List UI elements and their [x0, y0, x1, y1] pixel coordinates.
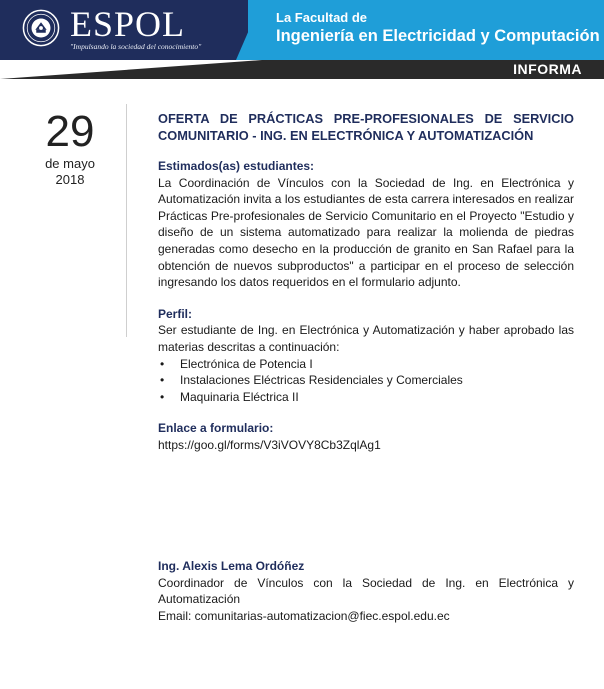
- greeting-section: [158, 158, 574, 291]
- logo-block: [0, 0, 248, 60]
- form-link-heading: Enlace a formulario:: [158, 421, 274, 436]
- profile-section: [158, 306, 574, 406]
- date-year: 2018: [55, 172, 85, 187]
- date-day: 29: [45, 107, 95, 156]
- signer-name: Ing. Alexis Lema Ordóñez: [158, 559, 305, 573]
- list-item: • Maquinaria Eléctrica II: [158, 389, 574, 406]
- list-item: • Electrónica de Potencia I: [158, 356, 574, 373]
- signer-email[interactable]: Email: comunitarias-automatizacion@fiec.espol.edu.ec: [158, 608, 450, 623]
- vertical-divider: [126, 104, 127, 337]
- profile-intro: Ser estudiante de Ing. en Electrónica y Automatización y haber aprobado las materias descritas a continuación:: [158, 323, 574, 354]
- greeting-heading: Estimados(as) estudiantes:: [158, 159, 315, 173]
- list-item: • Instalaciones Eléctricas Residenciales y Comerciales: [158, 372, 574, 389]
- informa-slant: [0, 60, 262, 79]
- signer-role: Coordinador de Vínculos con la Sociedad de Ing. en Electrónica y Automatización: [158, 575, 574, 607]
- form-link-section: [158, 420, 574, 453]
- section-tag: INFORMA: [513, 61, 582, 77]
- announcement-title: OFERTA DE PRÁCTICAS PRE-PROFESIONALES DE SERVICIO COMUNITARIO - ING. EN ELECTRÓNICA Y AUTOMATIZACIÓN: [158, 111, 574, 143]
- faculty-line2: Ingeniería en Electricidad y Computación: [276, 27, 600, 45]
- date-month: de mayo: [45, 156, 95, 171]
- brand-motto: "Impulsando la sociedad del conocimiento": [70, 42, 202, 51]
- profile-heading: Perfil:: [158, 306, 193, 321]
- faculty-line1: La Facultad de: [276, 10, 368, 25]
- greeting-body: La Coordinación de Vínculos con la Sociedad de Ing. en Electrónica y Automatización invita a los estudiantes de esta carrera interesados en realizar Prácticas Pre-profesionales de Servicio Comunitario en el Proyecto "Estudio y diseño de un sistema automatizado para realizar la molienda de piedras generadas como desecho en la producción de granito en San Rafael para la obtención de nuevos subproductos" a participar en el proceso de selección ingresando los datos requeridos en el formulario adjunto.: [158, 175, 574, 290]
- brand-name: ESPOL: [70, 4, 186, 44]
- subject-list: [158, 356, 574, 406]
- header: [0, 0, 604, 60]
- signature-block: [158, 558, 574, 624]
- espol-seal-icon: [22, 9, 60, 47]
- form-link-url[interactable]: https://goo.gl/forms/V3iVOVY8Cb3ZqlAg1: [158, 437, 381, 452]
- announcement-body: [158, 110, 574, 469]
